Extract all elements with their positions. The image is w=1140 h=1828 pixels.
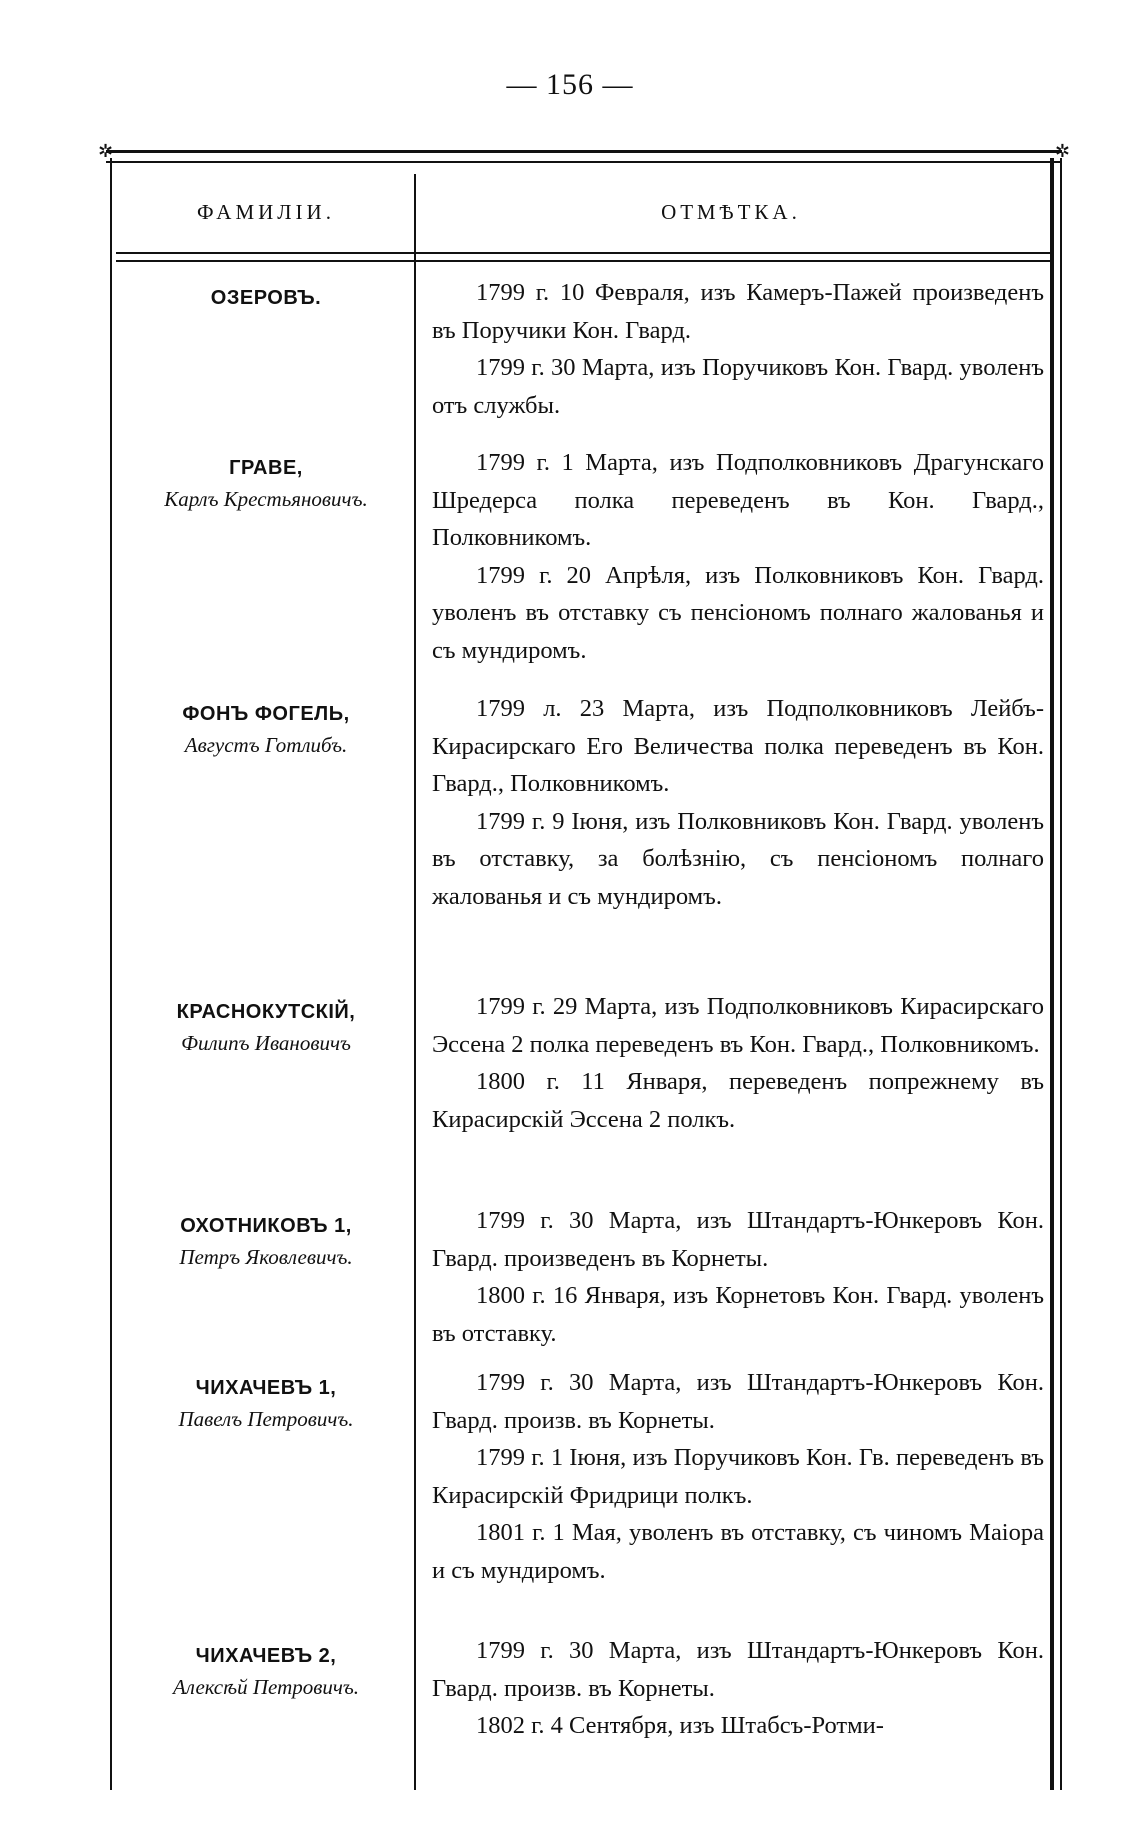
entry-surname: ФОНЪ ФОГЕЛЬ, — [182, 703, 350, 725]
entry-note: 1801 г. 1 Мая, уволенъ въ отставку, съ чиномъ Маіора и съ мундиромъ. — [432, 1519, 1044, 1584]
entry-notes — [432, 444, 1044, 669]
entry-note: 1799 г. 29 Марта, изъ Подполковниковъ Кирасирскаго Эссена 2 полка переведенъ въ Кон. Гвард., Полковникомъ. — [432, 993, 1044, 1058]
entry-surname: ОЗЕРОВЪ. — [210, 287, 322, 309]
entry-name — [120, 1640, 412, 1702]
entry-notes — [432, 988, 1044, 1138]
entry-note: 1802 г. 4 Сентября, изъ Штабсъ-Ротми- — [476, 1712, 884, 1739]
entry-name — [120, 452, 412, 514]
entry-name — [120, 698, 412, 760]
entry-surname: КРАСНОКУТСКІЙ, — [176, 1001, 356, 1023]
entry-note: 1799 г. 30 Марта, изъ Поручиковъ Кон. Гвард. уволенъ отъ службы. — [432, 354, 1044, 419]
entry-note: 1799 г. 1 Марта, изъ Подполковниковъ Драгунскаго Шредерса полка переведенъ въ Кон. Гвард., Полковникомъ. — [432, 449, 1044, 551]
entry-note: 1800 г. 11 Января, переведенъ попрежнему въ Кирасирскій Эссена 2 полкъ. — [432, 1068, 1044, 1133]
entry-name — [120, 282, 412, 314]
entry-name — [120, 1210, 412, 1272]
entry-surname: ГРАВЕ, — [229, 457, 303, 479]
entry-note: 1799 г. 30 Марта, изъ Штандартъ-Юнкеровъ Кон. Гвард. произв. въ Корнеты. — [432, 1637, 1044, 1702]
header-double-rule — [116, 252, 1052, 262]
entry-note: 1799 г. 30 Марта, изъ Штандартъ-Юнкеровъ Кон. Гвард. произведенъ въ Корнеты. — [432, 1207, 1044, 1272]
entry-notes — [432, 1632, 1044, 1745]
entry-given-name: Карлъ Крестьяновичъ. — [164, 487, 368, 511]
entry-note: 1800 г. 16 Января, изъ Корнетовъ Кон. Гвард. уволенъ въ отставку. — [432, 1282, 1044, 1347]
entry-given-name: Алексѣй Петровичъ. — [172, 1675, 360, 1699]
corner-ornament-left-icon: ✲ — [98, 141, 114, 161]
entry-note: 1799 л. 23 Марта, изъ Подполковниковъ Лейбъ-Кирасирскаго Его Величества полка переведенъ въ Кон. Гвард., Полковникомъ. — [432, 695, 1044, 797]
column-header-notes: ОТМѢТКА. — [661, 199, 801, 224]
entry-note: 1799 г. 20 Апрѣля, изъ Полковниковъ Кон. Гвард. уволенъ въ отставку съ пенсіономъ полнаго жалованья и съ мундиромъ. — [432, 561, 1044, 664]
entry-name — [120, 996, 412, 1058]
entry-notes — [432, 1364, 1044, 1589]
entry-note: 1799 г. 10 Февраля, изъ Камеръ-Пажей произведенъ въ Поручики Кон. Гвард. — [432, 279, 1044, 344]
column-divider — [414, 174, 416, 1790]
corner-ornament-right-icon: ✲ — [1054, 141, 1070, 161]
entry-notes — [432, 690, 1044, 915]
entry-note: 1799 г. 1 Іюня, изъ Поручиковъ Кон. Гв. переведенъ въ Кирасирскій Фридрици полкъ. — [432, 1444, 1044, 1509]
entry-given-name: Петръ Яковлевичъ. — [179, 1245, 353, 1269]
column-header-names: ФАМИЛІИ. — [197, 199, 335, 224]
entry-notes — [432, 1202, 1044, 1352]
left-border-rule — [110, 158, 118, 1790]
entry-given-name: Августъ Готлибъ. — [184, 733, 348, 757]
register-table — [98, 141, 1070, 1790]
entry-surname: ОХОТНИКОВЪ 1, — [180, 1215, 352, 1237]
entry-notes — [432, 274, 1044, 424]
entry-note: 1799 г. 9 Іюня, изъ Полковниковъ Кон. Гвард. уволенъ въ отставку, за болѣзнію, съ пенсіономъ полнаго жалованья и съ мундиромъ. — [432, 807, 1044, 910]
entry-given-name: Филипъ Ивановичъ — [181, 1031, 351, 1055]
entry-surname: ЧИХАЧЕВЪ 1, — [195, 1377, 337, 1399]
top-double-rule — [106, 150, 1062, 163]
entry-name — [120, 1372, 412, 1434]
page-number: — 156 — — [506, 68, 634, 101]
entry-given-name: Павелъ Петровичъ. — [178, 1407, 354, 1431]
entry-surname: ЧИХАЧЕВЪ 2, — [195, 1645, 337, 1667]
right-border-rule — [1050, 158, 1062, 1790]
entry-note: 1799 г. 30 Марта, изъ Штандартъ-Юнкеровъ Кон. Гвард. произв. въ Корнеты. — [432, 1369, 1044, 1434]
